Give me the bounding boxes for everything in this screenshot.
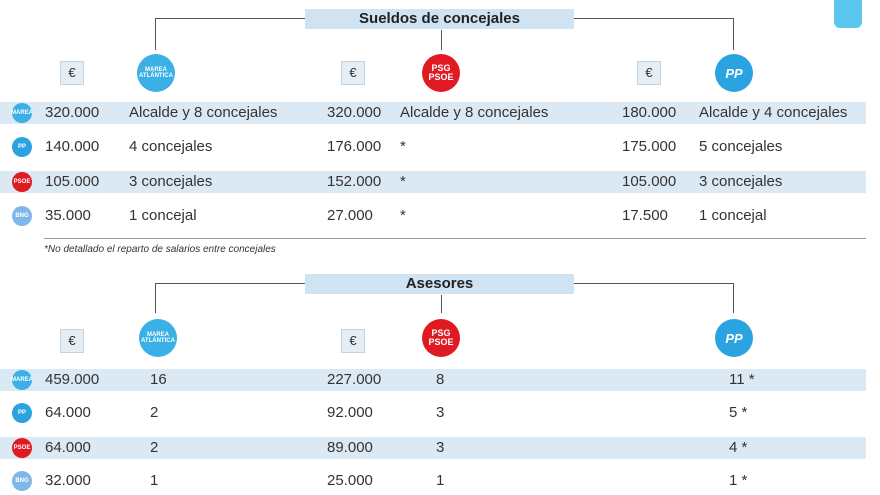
divider [44,238,866,239]
value-cell: 459.000 [45,371,100,388]
label-cell: Alcalde y 8 concejales [129,104,278,121]
table-row [0,136,866,158]
label-cell: 16 [150,371,167,388]
connector-line [441,295,442,313]
label-cell: 8 [436,371,445,388]
marea-icon: MAREA [12,103,32,123]
marea-logo: MAREA ATLÁNTICA [139,319,177,357]
bng-icon: BNG [12,471,32,491]
connector-line [155,18,156,50]
label-cell: 3 [436,439,445,456]
label-cell: 3 [436,404,445,421]
pp-icon: PP [12,403,32,423]
table-row [0,470,866,492]
table-row [0,402,866,424]
euro-icon: € [60,329,84,353]
value-cell: 152.000 [327,173,382,190]
label-cell: 3 concejales [699,173,783,190]
psoe-icon: PSOE [12,172,32,192]
marea-logo: MAREA ATLÁNTICA [137,54,175,92]
value-cell: 89.000 [327,439,373,456]
label-cell: * [400,138,406,155]
psoe-logo: PSG PSOE [422,319,460,357]
value-cell: 64.000 [45,439,91,456]
connector-line [155,283,305,284]
label-cell: 5 concejales [699,138,783,155]
label-cell: Alcalde y 8 concejales [400,104,549,121]
connector-line [574,283,734,284]
value-cell: 64.000 [45,404,91,421]
table-row [0,437,866,459]
label-cell: 2 [150,439,159,456]
euro-icon: € [637,61,661,85]
value-cell: 105.000 [45,173,100,190]
value-cell: 17.500 [622,207,668,224]
label-cell: 3 concejales [129,173,213,190]
value-cell: 320.000 [327,104,382,121]
pp-logo: PP [715,54,753,92]
label-cell: 1 concejal [699,207,767,224]
label-cell: 1 * [729,472,748,489]
connector-line [574,18,734,19]
section-title: Sueldos de concejales [305,9,574,29]
euro-icon: € [60,61,84,85]
label-cell: 1 [150,472,159,489]
table-row [0,171,866,193]
value-cell: 25.000 [327,472,373,489]
value-cell: 27.000 [327,207,373,224]
value-cell: 92.000 [327,404,373,421]
label-cell: 1 concejal [129,207,197,224]
label-cell: 4 concejales [129,138,213,155]
label-cell: 11 * [729,371,755,388]
value-cell: 105.000 [622,173,677,190]
label-cell: * [400,207,406,224]
marea-icon: MAREA [12,370,32,390]
label-cell: Alcalde y 4 concejales [699,104,848,121]
connector-line [155,283,156,313]
connector-line [733,18,734,50]
section-title: Asesores [305,274,574,294]
connector-line [733,283,734,313]
value-cell: 35.000 [45,207,91,224]
label-cell: * [400,173,406,190]
label-cell: 1 [436,472,445,489]
value-cell: 320.000 [45,104,100,121]
value-cell: 140.000 [45,138,100,155]
value-cell: 32.000 [45,472,91,489]
psoe-icon: PSOE [12,438,32,458]
connector-line [155,18,305,19]
table-row [0,205,866,227]
footnote: *No detallado el reparto de salarios entre concejales [44,244,276,255]
value-cell: 227.000 [327,371,382,388]
pp-icon: PP [12,137,32,157]
label-cell: 5 * [729,404,748,421]
connector-line [441,30,442,50]
value-cell: 175.000 [622,138,677,155]
value-cell: 176.000 [327,138,382,155]
euro-icon: € [341,329,365,353]
pp-logo: PP [715,319,753,357]
coat-of-arms-icon [834,0,862,28]
label-cell: 4 * [729,439,748,456]
table-row [0,102,866,124]
label-cell: 2 [150,404,159,421]
euro-icon: € [341,61,365,85]
psoe-logo: PSG PSOE [422,54,460,92]
table-row [0,369,866,391]
bng-icon: BNG [12,206,32,226]
value-cell: 180.000 [622,104,677,121]
